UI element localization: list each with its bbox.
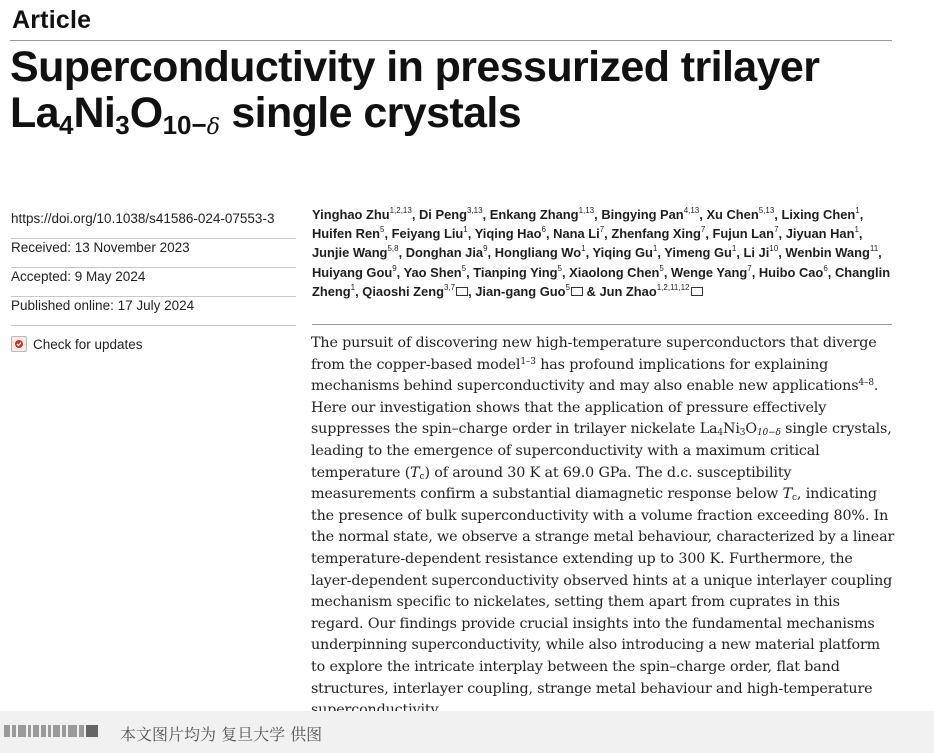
check-updates-label: Check for updates [33, 336, 143, 352]
abstract-divider [312, 324, 892, 325]
author-name[interactable]: Jiyuan Han$^1$ [785, 225, 859, 242]
received-row [11, 239, 296, 268]
author-name[interactable]: Huifen Ren$^5$ [312, 225, 385, 242]
corresponding-author-mail-icon[interactable] [691, 287, 703, 296]
article-metadata [11, 210, 296, 356]
author-name[interactable]: Yinghao Zhu$^{1,2,13}$ [312, 206, 412, 222]
author-name[interactable]: Xu Chen$^{5,13}$ [706, 206, 775, 222]
author-name[interactable]: Yiqing Hao$^6$ [474, 225, 546, 242]
corresponding-author-mail-icon[interactable] [571, 287, 583, 296]
author-name[interactable]: Huibo Cao$^6$ [758, 263, 828, 280]
image-credit-caption: 本文图片均为 复旦大学 供图 [120, 725, 323, 744]
author-name[interactable]: Feiyang Liu$^1$ [391, 225, 468, 242]
author-name[interactable]: Hongliang Wo$^1$ [494, 244, 586, 261]
author-name[interactable]: Di Peng$^{3,13}$ [419, 206, 483, 222]
title-line-2: $La_4Ni_3O_{10-\delta}$ single crystals [10, 89, 522, 140]
author-name[interactable]: Xiaolong Chen$^5$ [569, 263, 664, 280]
accepted-row [11, 268, 296, 297]
title-line-1: Superconductivity in pressurized trilayer [10, 43, 820, 91]
author-name[interactable]: Donghan Jia$^9$ [405, 244, 488, 261]
abstract: The pursuit of discovering new high-temperature superconductors that diverge from the copper-based model$^{1-3}$ has profound implications for explaining mechanisms behind superconductivity and may also enable new applications$^{4-8}$. Here our investigation shows that the application of pressure effectively suppresses the spin–charge order in trilayer nickelate $La_4Ni_3O_{10-\delta}$ single crystals, leading to the emergence of superconductivity with a maximum critical temperature $(T_c)$ of around 30 K at 69.0 GPa. The d.c. susceptibility measurements confirm a substantial diamagnetic response below $T_c$, indicating the presence of bulk superconductivity with a volume fraction exceeding 80%. In the normal state, we observe a strange metal behaviour, characterized by a linear temperature-dependent resistance extending up to 300 K. Furthermore, the layer-dependent superconductivity observed hints at a unique interlayer coupling mechanism specific to nickelates, setting them apart from cuprates in this regard. Our findings provide crucial insights into the fundamental mechanisms underpinning superconductivity, while also introducing a new material platform to explore the intricate interplay between the spin–charge order, flat band structures, interlayer coupling, strange metal behaviour and high-temperature [311, 335, 895, 697]
author-name[interactable]: Jian-gang Guo$^5$ [475, 284, 583, 299]
doi-row [11, 210, 296, 239]
published-row [11, 297, 296, 326]
author-name[interactable]: Enkang Zhang$^{1,13}$ [489, 206, 595, 222]
blurred-watermark [4, 724, 116, 738]
author-name[interactable]: Jun Zhao$^{1,2,11,12}$ [599, 284, 702, 299]
author-name[interactable]: Zhenfang Xing$^7$ [611, 225, 706, 242]
check-updates-button[interactable] [11, 332, 296, 356]
author-name[interactable]: Wenge Yang$^7$ [671, 263, 752, 280]
corresponding-author-mail-icon[interactable] [456, 287, 468, 296]
paper-title [10, 44, 910, 151]
author-list: Yinghao Zhu$^{1,2,13}$, Di Peng$^{3,13}$, Enkang Zhang$^{1,13}$, Bingying Pan$^{4,13}$, Xu Chen$^{5,13}$, Lixing Chen$^1$, Huifen Ren$^5$, Feiyang Liu$^1$, Yiqing Hao$^6$, Nana Li$^7$, Zhenfang Xing$^7$, Fujun Lan$^7$, Jiyuan Han$^1$, Junjie Wang$^{5,8}$, Donghan Jia$^9$, Hongliang Wo$^1$, Yiqing Gu$^1$, Yimeng Gu$^1$, Li Ji$^{10}$, Wenbin Wang$^{11}$, Huiyang Gou$^9$, Yao Shen$^5$, Tianping Ying$^5$, Xiaolong Chen$^5$, Wenge Yang$^7$, Huibo Cao$^6$, Changlin Zheng$^1$, Qiaoshi Zeng$^{3,7}$ , Jian-gang Guo$^5$ & Jun Zhao$^{1,2,11,12}$ [312, 206, 891, 299]
received-date: Received: 13 November 2023 [11, 240, 190, 255]
header-divider [10, 40, 892, 41]
author-name[interactable]: Fujun Lan$^7$ [712, 225, 779, 242]
author-name[interactable]: Qiaoshi Zeng$^{3,7}$ [362, 284, 468, 299]
doi-link[interactable]: https://doi.org/10.1038/s41586-024-07553-3 [11, 211, 275, 226]
author-name[interactable]: Tianping Ying$^5$ [473, 263, 562, 280]
author-name[interactable]: Yao Shen$^5$ [403, 263, 467, 280]
author-name[interactable]: Huiyang Gou$^9$ [312, 263, 397, 280]
author-name[interactable]: Wenbin Wang$^{11}$ [785, 244, 879, 261]
author-name[interactable]: Junjie Wang$^{5,8}$ [312, 244, 399, 261]
check-updates-icon [11, 336, 27, 352]
article-type-label: Article [12, 6, 92, 34]
author-name[interactable]: Yimeng Gu$^1$ [664, 244, 737, 261]
author-name[interactable]: Lixing Chen$^1$ [781, 206, 860, 222]
accepted-date: Accepted: 9 May 2024 [11, 269, 146, 284]
author-name[interactable]: Li Ji$^{10}$ [743, 244, 779, 261]
author-name[interactable]: Nana Li$^7$ [553, 225, 605, 242]
published-date: Published online: 17 July 2024 [11, 298, 195, 313]
author-name[interactable]: Bingying Pan$^{4,13}$ [601, 206, 700, 222]
author-name[interactable]: Changlin Zheng$^1$ [312, 264, 891, 299]
author-name[interactable]: Yiqing Gu$^1$ [592, 244, 658, 261]
